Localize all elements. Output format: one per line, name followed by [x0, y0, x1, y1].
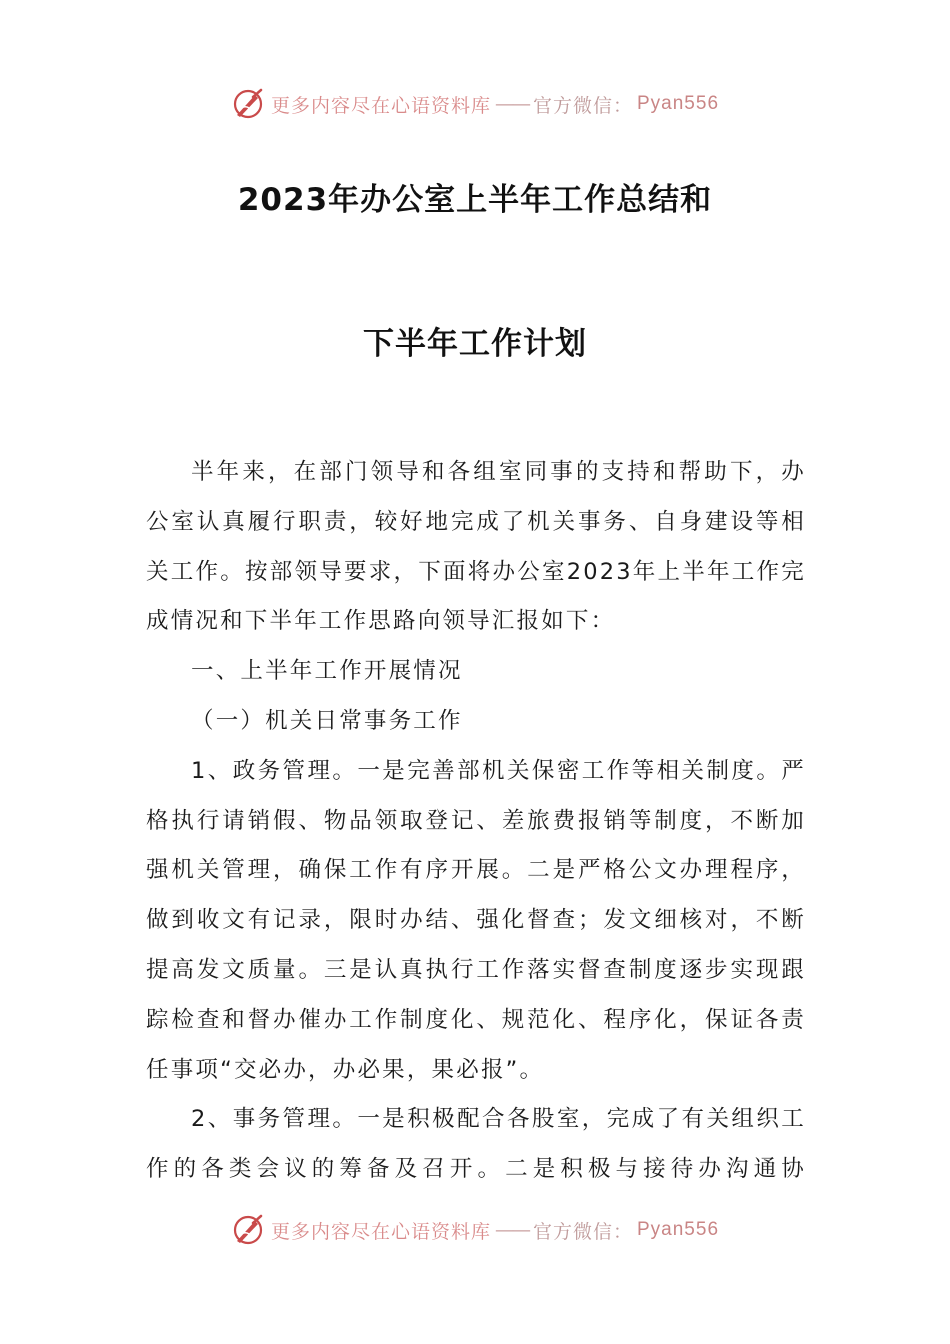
- watermark-brand: 更多内容尽在心语资料库: [270, 94, 491, 117]
- watermark-separator: ——: [494, 93, 529, 115]
- document-title-line2: 下半年工作计划: [363, 326, 587, 362]
- subsection-heading-1: （一）机关日常事务工作: [191, 707, 463, 734]
- document-title-line1: 2023年办公室上半年工作总结和: [237, 182, 713, 218]
- paragraph-government-affairs: 1、政务管理。一是完善部机关保密工作等相关制度。严格执行请销假、物品领取登记、差旅费报销等制度，不断加强机关管理，确保工作有序开展。二是严格公文办理程序，做到收文有记录，限时办结、强化督查；发文细核对，不断提高发文质量。三是认真执行工作落实督查制度逐步实现跟踪检查和督办催办工作制度化、规范化、程序化，保证各责任事项“交必办，办必果，果必报”。: [146, 757, 806, 1083]
- watermark-header: [0, 84, 950, 124]
- watermark-label: 官方微信：: [532, 1220, 633, 1243]
- paragraph-affairs-management: 2、事务管理。一是积极配合各股室，完成了有关组织工作的各类会议的筹备及召开。二是积极与接待办沟通协: [146, 1106, 806, 1183]
- watermark-footer: [0, 1210, 950, 1250]
- watermark-id: Pyan556: [637, 93, 720, 114]
- watermark-label: 官方微信：: [532, 94, 633, 117]
- watermark-id: Pyan556: [637, 1219, 720, 1240]
- watermark-separator: ——: [494, 1219, 529, 1241]
- section-heading-1: 一、上半年工作开展情况: [191, 658, 463, 685]
- watermark-brand: 更多内容尽在心语资料库: [270, 1220, 491, 1243]
- pen-logo-icon: [231, 87, 265, 121]
- paragraph-intro: 半年来，在部门领导和各组室同事的支持和帮助下，办公室认真履行职责，较好地完成了机关事务、自身建设等相关工作。按部领导要求，下面将办公室2023年上半年工作完成情况和下半年工作思路向领导汇报如下：: [146, 459, 806, 635]
- document-body: [146, 448, 806, 1195]
- pen-logo-icon: [231, 1213, 265, 1247]
